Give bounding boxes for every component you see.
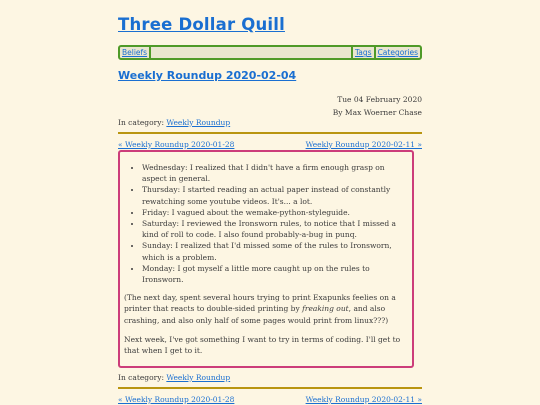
post-nav-bottom	[118, 395, 422, 404]
post-date: Tue 04 February 2020	[337, 95, 422, 104]
post-category-bottom	[118, 373, 230, 382]
divider-rule	[118, 387, 422, 389]
paragraph-text: , and also crashing, and also only half of some pages would print from linux???)	[124, 304, 389, 325]
list-item: • Friday: I vagued about the wemake-python-styleguide.	[142, 207, 410, 218]
post-title-link[interactable]: Weekly Roundup 2020-02-04	[118, 69, 297, 82]
category-link[interactable]: Weekly Roundup	[166, 118, 231, 127]
nav-link-beliefs[interactable]: Beliefs	[122, 48, 148, 57]
list-item: • Wednesday: I realized that I didn't have a firm enough grasp on aspect in general.	[142, 162, 410, 184]
category-label: In category:	[118, 118, 164, 127]
nav-bar	[118, 45, 422, 60]
divider-rule	[118, 132, 422, 134]
emphasis-text: freaking out	[302, 304, 349, 314]
post-nav-top	[118, 140, 422, 149]
post-category-top	[118, 118, 230, 127]
nav-divider	[149, 47, 151, 58]
paragraph-exapunks	[124, 292, 410, 326]
nav-link-categories[interactable]: Categories	[377, 48, 418, 57]
list-item: • Monday: I got myself a little more caught up on the rules to Ironsworn.	[142, 263, 410, 285]
nav-link-tags[interactable]: Tags	[354, 48, 372, 57]
post-content	[118, 150, 414, 368]
site-title-link[interactable]: Three Dollar Quill	[118, 15, 285, 34]
next-post-link[interactable]: Weekly Roundup 2020-02-11 »	[305, 395, 422, 404]
category-link[interactable]: Weekly Roundup	[166, 373, 231, 382]
list-item: • Sunday: I realized that I'd missed some of the rules to Ironsworn, which is a problem.	[142, 240, 410, 262]
paragraph-next-week: Next week, I've got something I want to try in terms of coding. I'll get to that when I get to it.	[124, 334, 401, 356]
roundup-list	[122, 162, 410, 285]
prev-post-link[interactable]: « Weekly Roundup 2020-01-28	[118, 395, 235, 404]
prev-post-link[interactable]: « Weekly Roundup 2020-01-28	[118, 140, 235, 149]
next-post-link[interactable]: Weekly Roundup 2020-02-11 »	[305, 140, 422, 149]
post-meta	[333, 94, 422, 119]
paragraph-text: (The next day, spent several hours trying to print Exapunks feelies on a printer that reacts to double-sided printing by	[124, 293, 396, 314]
list-item: • Thursday: I started reading an actual paper instead of constantly rewatching some youtube videos. It's... a lot.	[142, 184, 410, 206]
list-item: • Saturday: I reviewed the Ironsworn rules, to notice that I missed a kind of roll to code. I also found probably-a-bug in punq.	[142, 218, 410, 240]
category-label: In category:	[118, 373, 164, 382]
post-author: By Max Woerner Chase	[332, 107, 422, 117]
